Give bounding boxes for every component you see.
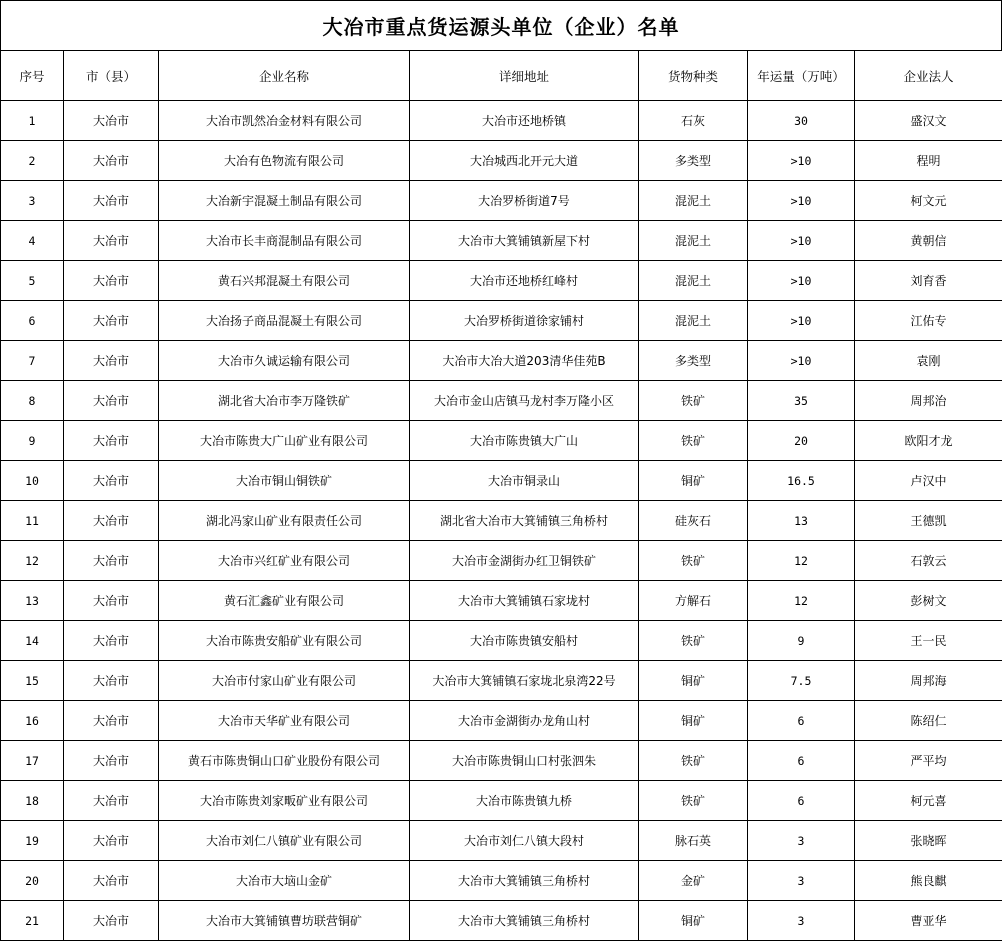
cell-legal-person[interactable]: 黄朝信 <box>855 221 1002 261</box>
cell-cargo[interactable]: 铁矿 <box>639 541 748 581</box>
cell-cargo[interactable]: 方解石 <box>639 581 748 621</box>
table-row <box>1 581 1002 621</box>
cell-index[interactable]: 21 <box>1 901 64 941</box>
cell-volume[interactable]: >10 <box>748 341 855 381</box>
cell-address[interactable]: 大冶市大箕铺镇石家垅北泉湾22号 <box>410 661 639 701</box>
table-row <box>1 341 1002 381</box>
cell-index[interactable]: 16 <box>1 701 64 741</box>
cell-address[interactable]: 大冶市金湖街办龙角山村 <box>410 701 639 741</box>
cell-index[interactable]: 10 <box>1 461 64 501</box>
cell-legal-person[interactable]: 石敦云 <box>855 541 1002 581</box>
cell-legal-person[interactable]: 卢汉中 <box>855 461 1002 501</box>
cell-volume[interactable]: 20 <box>748 421 855 461</box>
cell-company[interactable]: 大冶市陈贵安船矿业有限公司 <box>159 621 410 661</box>
cell-cargo[interactable]: 石灰 <box>639 101 748 141</box>
cell-company[interactable]: 大冶市铜山铜铁矿 <box>159 461 410 501</box>
cell-company[interactable]: 湖北冯家山矿业有限责任公司 <box>159 501 410 541</box>
cell-company[interactable]: 大冶市大垴山金矿 <box>159 861 410 901</box>
cell-address[interactable]: 大冶市还地桥红峰村 <box>410 261 639 301</box>
cell-city[interactable]: 大冶市 <box>64 741 159 781</box>
cell-volume[interactable]: 3 <box>748 821 855 861</box>
page-title: 大冶市重点货运源头单位（企业）名单 <box>0 0 1002 50</box>
cell-volume[interactable]: 13 <box>748 501 855 541</box>
table-row <box>1 781 1002 821</box>
header-cell-volume: 年运量（万吨） <box>748 51 855 101</box>
header-cell-legal-person: 企业法人 <box>855 51 1002 101</box>
cell-index[interactable]: 7 <box>1 341 64 381</box>
cell-volume[interactable]: >10 <box>748 221 855 261</box>
cell-legal-person[interactable]: 曹亚华 <box>855 901 1002 941</box>
cell-company[interactable]: 大冶扬子商品混凝土有限公司 <box>159 301 410 341</box>
table-row <box>1 381 1002 421</box>
cell-cargo[interactable]: 铁矿 <box>639 741 748 781</box>
table-row <box>1 501 1002 541</box>
table-row <box>1 661 1002 701</box>
cell-address[interactable]: 大冶市陈贵镇安船村 <box>410 621 639 661</box>
table-row <box>1 181 1002 221</box>
cell-company[interactable]: 大冶市天华矿业有限公司 <box>159 701 410 741</box>
cell-cargo[interactable]: 铁矿 <box>639 381 748 421</box>
cell-city[interactable]: 大冶市 <box>64 181 159 221</box>
cell-volume[interactable]: >10 <box>748 261 855 301</box>
cell-cargo[interactable]: 混泥土 <box>639 221 748 261</box>
cell-volume[interactable]: 12 <box>748 581 855 621</box>
cell-city[interactable]: 大冶市 <box>64 141 159 181</box>
cell-city[interactable]: 大冶市 <box>64 501 159 541</box>
cell-index[interactable]: 8 <box>1 381 64 421</box>
cell-city[interactable]: 大冶市 <box>64 421 159 461</box>
header-cell-city: 市（县） <box>64 51 159 101</box>
cell-legal-person[interactable]: 王一民 <box>855 621 1002 661</box>
cell-cargo[interactable]: 铜矿 <box>639 901 748 941</box>
table-row <box>1 301 1002 341</box>
cell-legal-person[interactable]: 熊良麒 <box>855 861 1002 901</box>
cell-legal-person[interactable]: 陈绍仁 <box>855 701 1002 741</box>
cell-cargo[interactable]: 铜矿 <box>639 701 748 741</box>
cell-company[interactable]: 大冶市陈贵刘家畈矿业有限公司 <box>159 781 410 821</box>
cell-legal-person[interactable]: 彭树文 <box>855 581 1002 621</box>
cell-city[interactable]: 大冶市 <box>64 541 159 581</box>
cell-index[interactable]: 15 <box>1 661 64 701</box>
cell-company[interactable]: 大冶有色物流有限公司 <box>159 141 410 181</box>
cell-address[interactable]: 大冶市刘仁八镇大段村 <box>410 821 639 861</box>
cell-address[interactable]: 大冶市大箕铺镇新屋下村 <box>410 221 639 261</box>
cell-legal-person[interactable]: 盛汉文 <box>855 101 1002 141</box>
table-row <box>1 421 1002 461</box>
cell-company[interactable]: 大冶市兴红矿业有限公司 <box>159 541 410 581</box>
header-cell-address: 详细地址 <box>410 51 639 101</box>
cell-index[interactable]: 11 <box>1 501 64 541</box>
cell-volume[interactable]: 35 <box>748 381 855 421</box>
cell-city[interactable]: 大冶市 <box>64 861 159 901</box>
table-row <box>1 141 1002 181</box>
cell-company[interactable]: 大冶市凯然冶金材料有限公司 <box>159 101 410 141</box>
cell-index[interactable]: 14 <box>1 621 64 661</box>
cell-company[interactable]: 黄石兴邦混凝土有限公司 <box>159 261 410 301</box>
cell-address[interactable]: 湖北省大冶市大箕铺镇三角桥村 <box>410 501 639 541</box>
cell-address[interactable]: 大冶市陈贵镇九桥 <box>410 781 639 821</box>
table-row <box>1 621 1002 661</box>
cell-city[interactable]: 大冶市 <box>64 341 159 381</box>
cell-city[interactable]: 大冶市 <box>64 261 159 301</box>
cell-city[interactable]: 大冶市 <box>64 621 159 661</box>
cell-index[interactable]: 13 <box>1 581 64 621</box>
cell-volume[interactable]: 9 <box>748 621 855 661</box>
table-row <box>1 861 1002 901</box>
cell-address[interactable]: 大冶市大箕铺镇三角桥村 <box>410 901 639 941</box>
cell-volume[interactable]: 6 <box>748 781 855 821</box>
table-row <box>1 101 1002 141</box>
cell-address[interactable]: 大冶城西北开元大道 <box>410 141 639 181</box>
cell-volume[interactable]: 7.5 <box>748 661 855 701</box>
cell-legal-person[interactable]: 严平均 <box>855 741 1002 781</box>
cell-address[interactable]: 大冶市铜录山 <box>410 461 639 501</box>
cell-company[interactable]: 大冶市长丰商混制品有限公司 <box>159 221 410 261</box>
cell-city[interactable]: 大冶市 <box>64 301 159 341</box>
cell-company[interactable]: 黄石汇鑫矿业有限公司 <box>159 581 410 621</box>
cell-index[interactable]: 9 <box>1 421 64 461</box>
cell-legal-person[interactable]: 柯元喜 <box>855 781 1002 821</box>
cell-cargo[interactable]: 混泥土 <box>639 261 748 301</box>
cell-city[interactable]: 大冶市 <box>64 701 159 741</box>
cell-legal-person[interactable]: 程明 <box>855 141 1002 181</box>
cell-address[interactable]: 大冶市金山店镇马龙村李万隆小区 <box>410 381 639 421</box>
cell-cargo[interactable]: 金矿 <box>639 861 748 901</box>
cell-volume[interactable]: >10 <box>748 301 855 341</box>
cell-volume[interactable]: 3 <box>748 861 855 901</box>
cell-index[interactable]: 5 <box>1 261 64 301</box>
cell-volume[interactable]: >10 <box>748 181 855 221</box>
cell-city[interactable]: 大冶市 <box>64 781 159 821</box>
cell-volume[interactable]: 6 <box>748 701 855 741</box>
cell-cargo[interactable]: 铁矿 <box>639 621 748 661</box>
cell-cargo[interactable]: 脉石英 <box>639 821 748 861</box>
cell-cargo[interactable]: 多类型 <box>639 141 748 181</box>
header-cell-index: 序号 <box>1 51 64 101</box>
table-row <box>1 261 1002 301</box>
table-row <box>1 541 1002 581</box>
cell-city[interactable]: 大冶市 <box>64 101 159 141</box>
cell-city[interactable]: 大冶市 <box>64 821 159 861</box>
table-row <box>1 221 1002 261</box>
cell-cargo[interactable]: 混泥土 <box>639 181 748 221</box>
cell-company[interactable]: 黄石市陈贵铜山口矿业股份有限公司 <box>159 741 410 781</box>
cell-legal-person[interactable]: 张晓晖 <box>855 821 1002 861</box>
cell-legal-person[interactable]: 周邦海 <box>855 661 1002 701</box>
table-row <box>1 901 1002 941</box>
cell-legal-person[interactable]: 柯文元 <box>855 181 1002 221</box>
cell-volume[interactable]: 12 <box>748 541 855 581</box>
header-cell-company: 企业名称 <box>159 51 410 101</box>
cell-legal-person[interactable]: 周邦治 <box>855 381 1002 421</box>
cell-company[interactable]: 大冶市刘仁八镇矿业有限公司 <box>159 821 410 861</box>
enterprise-table <box>0 50 1002 941</box>
cell-index[interactable]: 4 <box>1 221 64 261</box>
cell-index[interactable]: 19 <box>1 821 64 861</box>
cell-company[interactable]: 大冶市付家山矿业有限公司 <box>159 661 410 701</box>
cell-city[interactable]: 大冶市 <box>64 221 159 261</box>
cell-company[interactable]: 大冶市陈贵大广山矿业有限公司 <box>159 421 410 461</box>
cell-company[interactable]: 大冶市久诚运输有限公司 <box>159 341 410 381</box>
table-row <box>1 741 1002 781</box>
cell-address[interactable]: 大冶市金湖街办红卫铜铁矿 <box>410 541 639 581</box>
cell-company[interactable]: 大冶新宇混凝土制品有限公司 <box>159 181 410 221</box>
cell-legal-person[interactable]: 王德凯 <box>855 501 1002 541</box>
cell-address[interactable]: 大冶市陈贵铜山口村张泗朱 <box>410 741 639 781</box>
cell-address[interactable]: 大冶市大冶大道203清华佳苑B <box>410 341 639 381</box>
cell-index[interactable]: 6 <box>1 301 64 341</box>
cell-cargo[interactable]: 硅灰石 <box>639 501 748 541</box>
cell-volume[interactable]: 30 <box>748 101 855 141</box>
cell-index[interactable]: 1 <box>1 101 64 141</box>
cell-index[interactable]: 17 <box>1 741 64 781</box>
cell-address[interactable]: 大冶罗桥街道徐家铺村 <box>410 301 639 341</box>
table-row <box>1 701 1002 741</box>
cell-address[interactable]: 大冶市大箕铺镇三角桥村 <box>410 861 639 901</box>
cell-cargo[interactable]: 铁矿 <box>639 421 748 461</box>
cell-city[interactable]: 大冶市 <box>64 661 159 701</box>
cell-volume[interactable]: 3 <box>748 901 855 941</box>
cell-cargo[interactable]: 铜矿 <box>639 661 748 701</box>
cell-index[interactable]: 12 <box>1 541 64 581</box>
header-cell-cargo: 货物种类 <box>639 51 748 101</box>
cell-index[interactable]: 2 <box>1 141 64 181</box>
cell-volume[interactable]: 6 <box>748 741 855 781</box>
cell-index[interactable]: 18 <box>1 781 64 821</box>
cell-city[interactable]: 大冶市 <box>64 901 159 941</box>
cell-legal-person[interactable]: 欧阳才龙 <box>855 421 1002 461</box>
cell-city[interactable]: 大冶市 <box>64 581 159 621</box>
cell-cargo[interactable]: 铁矿 <box>639 781 748 821</box>
table-row <box>1 461 1002 501</box>
cell-address[interactable]: 大冶市还地桥镇 <box>410 101 639 141</box>
cell-legal-person[interactable]: 刘育香 <box>855 261 1002 301</box>
cell-index[interactable]: 3 <box>1 181 64 221</box>
cell-address[interactable]: 大冶罗桥街道7号 <box>410 181 639 221</box>
cell-legal-person[interactable]: 江佑专 <box>855 301 1002 341</box>
cell-legal-person[interactable]: 袁刚 <box>855 341 1002 381</box>
cell-company[interactable]: 大冶市大箕铺镇曹坊联营铜矿 <box>159 901 410 941</box>
table-row <box>1 821 1002 861</box>
cell-address[interactable]: 大冶市大箕铺镇石家垅村 <box>410 581 639 621</box>
header-row <box>1 51 1002 101</box>
cell-volume[interactable]: 16.5 <box>748 461 855 501</box>
cell-address[interactable]: 大冶市陈贵镇大广山 <box>410 421 639 461</box>
cell-cargo[interactable]: 混泥土 <box>639 301 748 341</box>
cell-city[interactable]: 大冶市 <box>64 461 159 501</box>
cell-cargo[interactable]: 铜矿 <box>639 461 748 501</box>
cell-city[interactable]: 大冶市 <box>64 381 159 421</box>
cell-company[interactable]: 湖北省大冶市李万隆铁矿 <box>159 381 410 421</box>
cell-volume[interactable]: >10 <box>748 141 855 181</box>
cell-index[interactable]: 20 <box>1 861 64 901</box>
cell-cargo[interactable]: 多类型 <box>639 341 748 381</box>
